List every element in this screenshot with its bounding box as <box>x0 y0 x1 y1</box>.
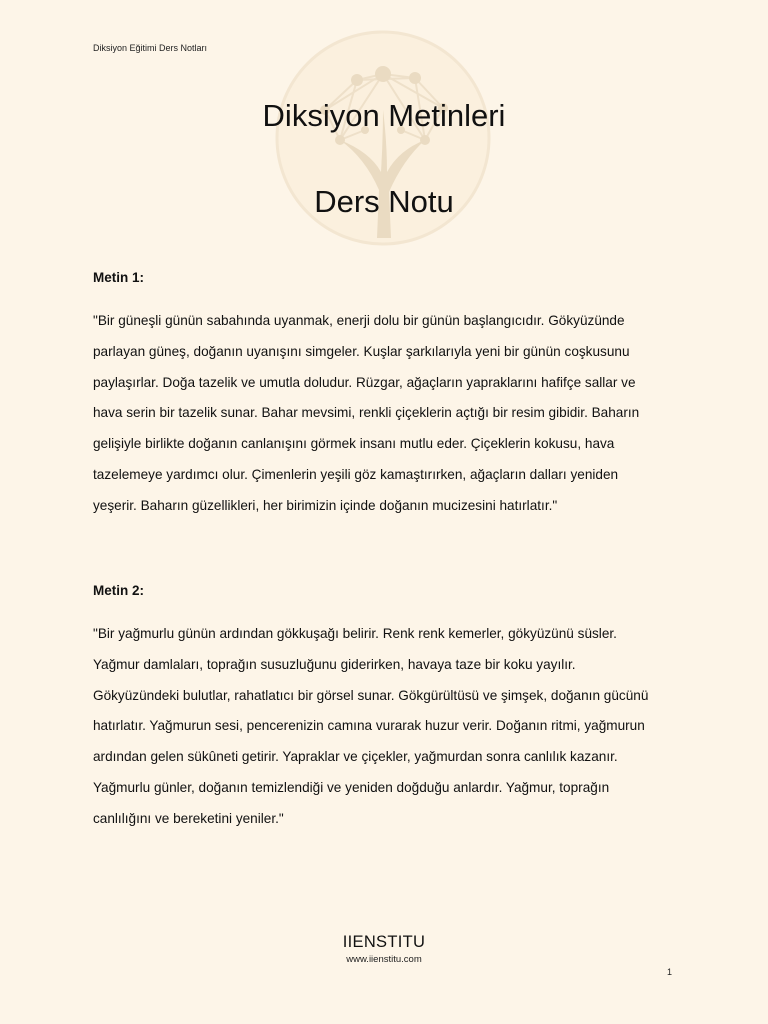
header-note: Diksiyon Eğitimi Ders Notları <box>93 43 208 53</box>
text-line: Yağmur damlaları, toprağın susuzluğunu giderirken, havaya taze bir koku yayılır. <box>93 656 576 672</box>
text-line: "Bir yağmurlu günün ardından gökkuşağı belirir. Renk renk kemerler, gökyüzünü süsler. <box>93 626 617 641</box>
text-line: yeşerir. Baharın güzellikleri, her birimizin içinde doğanın mucizesini hatırlatır." <box>93 497 558 513</box>
text-line: Gökyüzündeki bulutlar, rahatlatıcı bir görsel sunar. Gökgürültüsü ve şimşek, doğanın gücünü <box>93 687 649 703</box>
text-line: gelişiyle birlikte doğanın canlanışını görmek insanı mutlu eder. Çiçeklerin kokusu, hava <box>93 436 615 452</box>
section-label-metin-2: Metin 2: <box>93 583 145 598</box>
page-number: 1 <box>667 967 673 977</box>
text-line: "Bir güneşli günün sabahında uyanmak, enerji dolu bir günün başlangıcıdır. Gökyüzünde <box>93 313 625 328</box>
section-label-metin-1: Metin 1: <box>93 270 145 285</box>
text-line: canlılığını ve bereketini yeniler." <box>93 810 284 826</box>
text-line: hatırlatır. Yağmurun sesi, pencerenizin camına vurarak huzur verir. Doğanın ritmi, yağmurun <box>93 718 645 734</box>
text-line: Yağmurlu günler, doğanın temizlendiği ve yeniden doğduğu anlardır. Yağmur, toprağın <box>93 779 610 795</box>
page-title: Diksiyon Metinleri <box>262 98 506 133</box>
footer-brand: IIENSTITU <box>342 933 426 951</box>
text-line: ardından gelen sükûneti getirir. Yapraklar ve çiçekler, yağmurdan sonra canlılık kazanır. <box>93 749 618 765</box>
page-subtitle: Ders Notu <box>314 184 454 219</box>
footer-url[interactable]: www.iienstitu.com <box>346 954 422 965</box>
text-line: parlayan güneş, doğanın uyanışını simgeler. Kuşlar şarkılarıyla yeni bir günün coşkusunu <box>93 343 630 359</box>
section-text-metin-1 <box>93 312 683 528</box>
text-line: tazelemeye yardımcı olur. Çimenlerin yeşili göz kamaştırırken, ağaçların dalları yeniden <box>93 466 619 482</box>
section-text-metin-2 <box>93 625 683 841</box>
text-line: hava serin bir tazelik sunar. Bahar mevsimi, renkli çiçeklerin açtığı bir resim gibidir. Baharın <box>93 405 640 421</box>
text-line: paylaşırlar. Doğa tazelik ve umutla doludur. Rüzgar, ağaçların yapraklarını hafifçe sallar ve <box>93 374 636 390</box>
